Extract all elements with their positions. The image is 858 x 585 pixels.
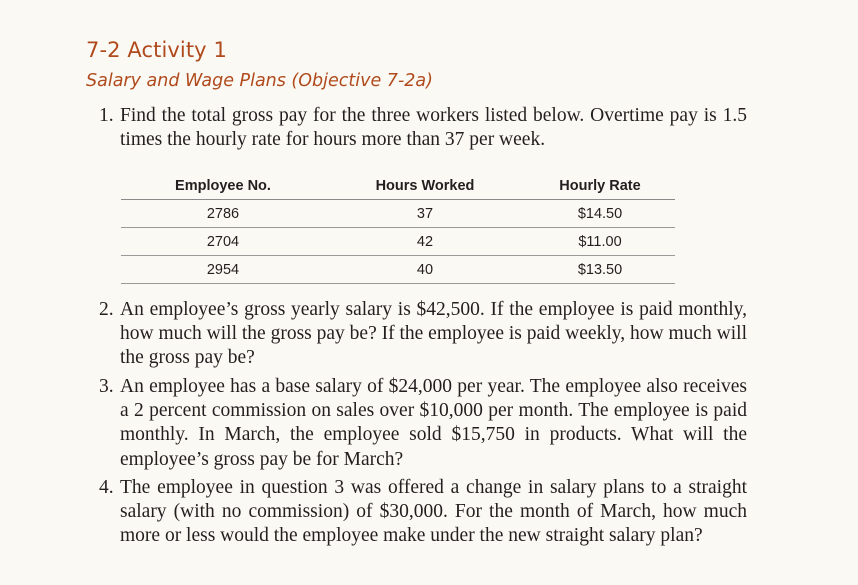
table-header-row: [121, 172, 675, 200]
question-4: [99, 476, 747, 549]
table-cell-employee-no: 2704: [206, 233, 240, 250]
column-header-hours-worked: Hours Worked: [375, 177, 475, 194]
table-row: [121, 256, 675, 284]
question-number: 1.: [99, 105, 114, 126]
question-1: [99, 104, 747, 152]
table-cell-employee-no: 2786: [206, 205, 240, 222]
table-cell-hours-worked: 42: [416, 233, 434, 250]
table-row: [121, 200, 675, 228]
question-text: Find the total gross pay for the three workers listed below. Overtime pay is 1.5 times the hourly rate for hours more than 37 per week.: [120, 105, 747, 151]
activity-title: 7-2 Activity 1: [86, 38, 227, 62]
question-number: 2.: [99, 299, 114, 320]
question-3: [99, 375, 747, 472]
activity-subtitle: Salary and Wage Plans (Objective 7-2a): [86, 71, 433, 91]
table-cell-employee-no: 2954: [206, 261, 240, 278]
table-row: [121, 228, 675, 256]
question-number: 3.: [99, 376, 114, 397]
question-text: The employee in question 3 was offered a change in salary plans to a straight salary (with no commission) of $30,000. For the month of March, how much more or less would the employee make under the new straight salary plan?: [120, 477, 747, 547]
column-header-hourly-rate: Hourly Rate: [559, 177, 641, 194]
question-number: 4.: [99, 477, 114, 498]
table-cell-hours-worked: 40: [416, 261, 434, 278]
table-cell-hourly-rate: $11.00: [578, 233, 622, 250]
question-text: An employee’s gross yearly salary is $42,500. If the employee is paid monthly, how much will the gross pay be? If the employee is paid weekly, how much will the gross pay be?: [120, 299, 747, 369]
employee-hours-table: [121, 172, 675, 284]
question-text: An employee has a base salary of $24,000 per year. The employee also receives a 2 percent commission on sales over $10,000 per month. The employee is paid monthly. In March, the employee sold $15,750 in products. What will the employee’s gross pay be for March?: [120, 376, 747, 470]
question-2: [99, 298, 747, 371]
table-cell-hours-worked: 37: [416, 205, 434, 222]
column-header-employee-no: Employee No.: [175, 177, 271, 194]
table-cell-hourly-rate: $13.50: [577, 261, 623, 278]
table-cell-hourly-rate: $14.50: [577, 205, 623, 222]
